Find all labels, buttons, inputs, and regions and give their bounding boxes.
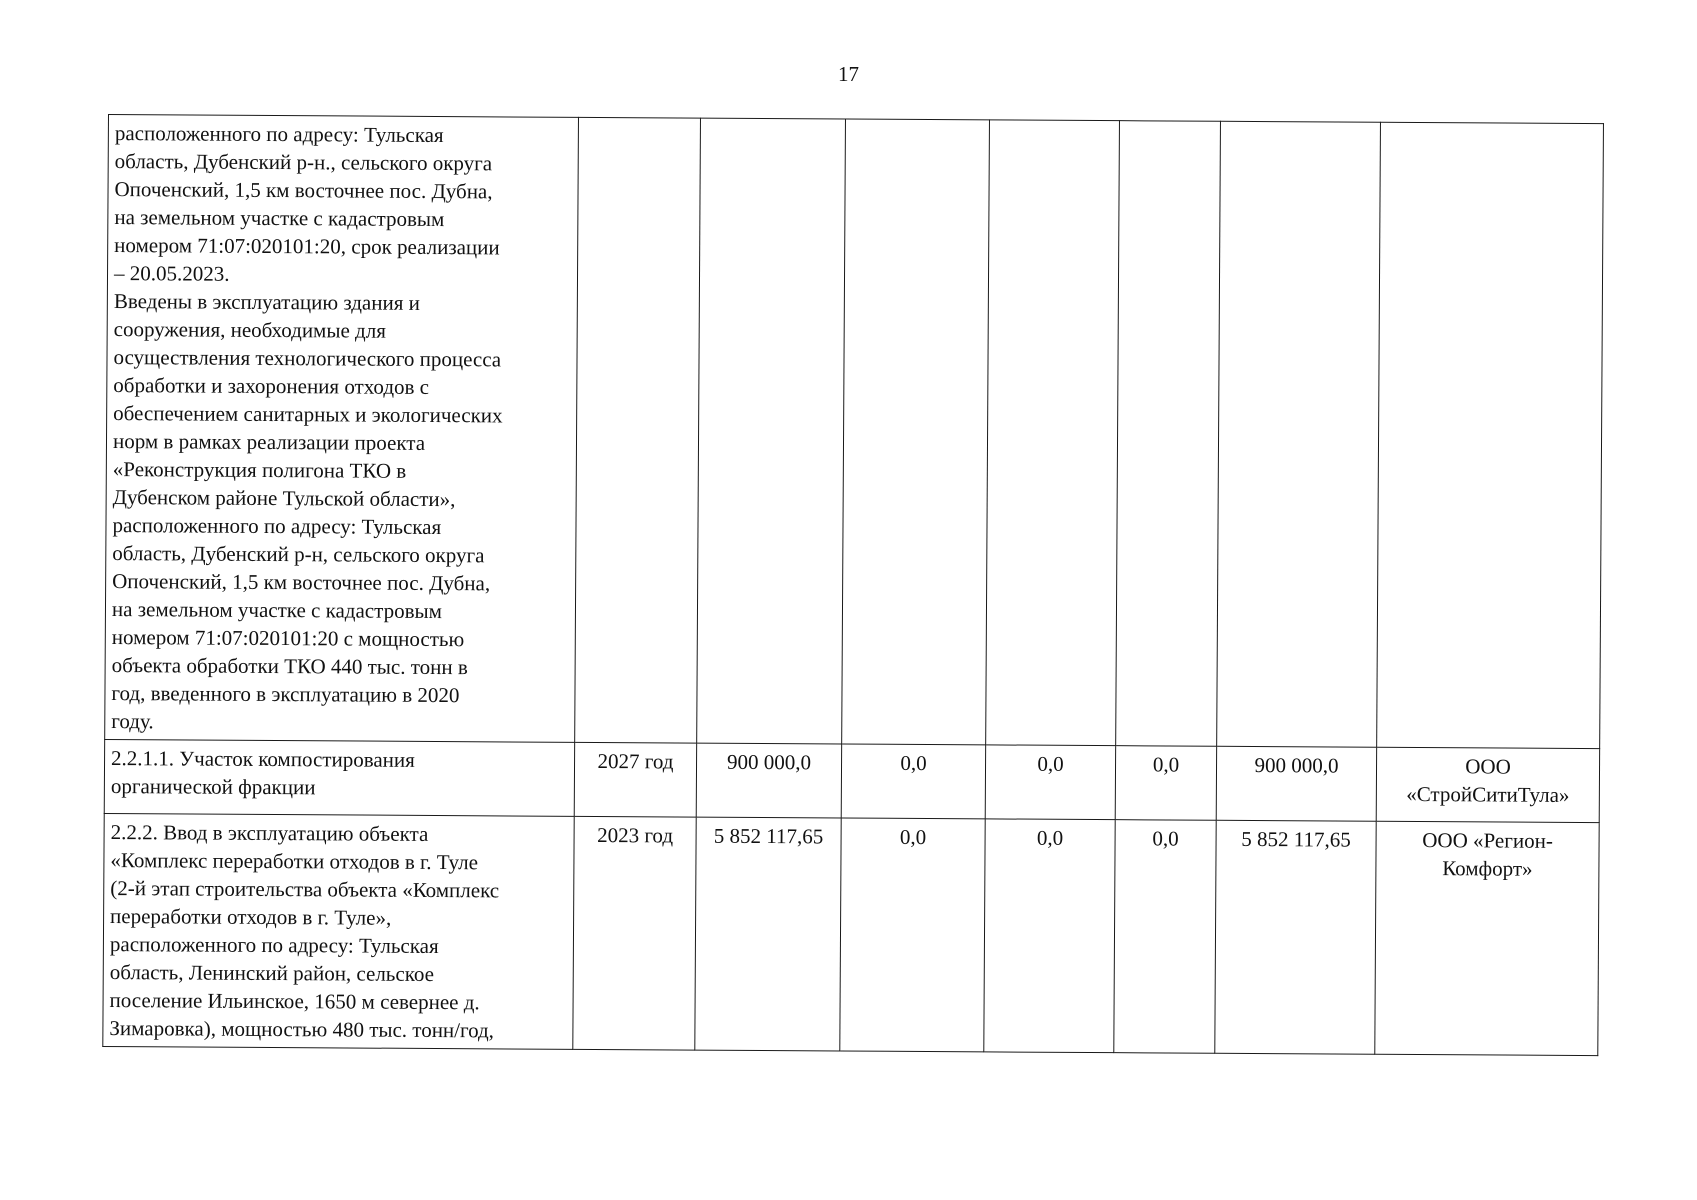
row-description (103, 813, 574, 1049)
row-description (104, 739, 574, 816)
description-paragraph: Введены в эксплуатацию здания и сооружения, необходимые для осуществления технологического процесса обработки и захоронения отходов с обеспечением санитарных и экологических норм в рамках реализации проекта «Реконструкция полигона ТКО в Дубенском районе Тульской области», расположенного по адресу: Тульская область, Дубенский р-н, сельского округа Опоченский, 1,5 км восточнее пос. Дубна, на земельном участке с кадастровым номером 71:07:020101:20 с мощностью объекта обработки ТКО 440 тыс. тонн в год, введенного в эксплуатацию в 2020 году. (111, 289, 503, 734)
row-organization: ООО «СтройСитиТула» (1376, 747, 1599, 822)
row-funding-2 (986, 120, 1120, 746)
row-total: 900 000,0 (696, 743, 841, 818)
row-funding-3: 0,0 (1115, 746, 1216, 821)
row-funding-3: 0,0 (1114, 820, 1216, 1054)
row-funding-2: 0,0 (985, 745, 1115, 820)
row-description (105, 115, 579, 743)
row-organization: ООО «Регион- Комфорт» (1375, 821, 1599, 1055)
page-number: 17 (838, 62, 859, 86)
row-total: 5 852 117,65 (695, 817, 841, 1051)
table-row (103, 813, 1599, 1055)
row-funding-1 (842, 119, 990, 745)
row-funding-4 (1217, 121, 1381, 747)
row-funding-3 (1116, 121, 1221, 747)
table-row (105, 115, 1604, 749)
description-paragraph: 2.2.2. Ввод в эксплуатацию объекта «Комплекс переработки отходов в г. Туле (2-й этап строительства объекта «Комплекс переработки отходов в г. Туле», расположенного по адресу: Тульская область, Ленинский район, сельское поселение Ильинское, 1650 м севернее д. Зимаровка), мощностью 480 тыс. тонн/год, (109, 820, 500, 1043)
row-year: 2023 год (573, 816, 696, 1050)
table-row (104, 739, 1599, 822)
description-paragraph: 2.2.1.1. Участок компостирования органической фракции (110, 746, 415, 800)
row-funding-2: 0,0 (984, 819, 1115, 1053)
row-funding-1: 0,0 (840, 818, 985, 1052)
row-year (575, 117, 701, 743)
row-funding-4: 5 852 117,65 (1215, 820, 1376, 1054)
row-total (697, 118, 846, 744)
row-organization (1377, 122, 1604, 748)
description-paragraph: расположенного по адресу: Тульская область, Дубенский р-н., сельского округа Опоченский, 1,5 км восточнее пос. Дубна, на земельном участке с кадастровым номером 71:07:020101:20, срок реализации – 20.05.2023. (113, 121, 500, 286)
row-funding-4: 900 000,0 (1216, 746, 1376, 821)
program-table (102, 114, 1604, 1056)
row-year: 2027 год (574, 742, 696, 817)
row-funding-1: 0,0 (841, 744, 985, 819)
